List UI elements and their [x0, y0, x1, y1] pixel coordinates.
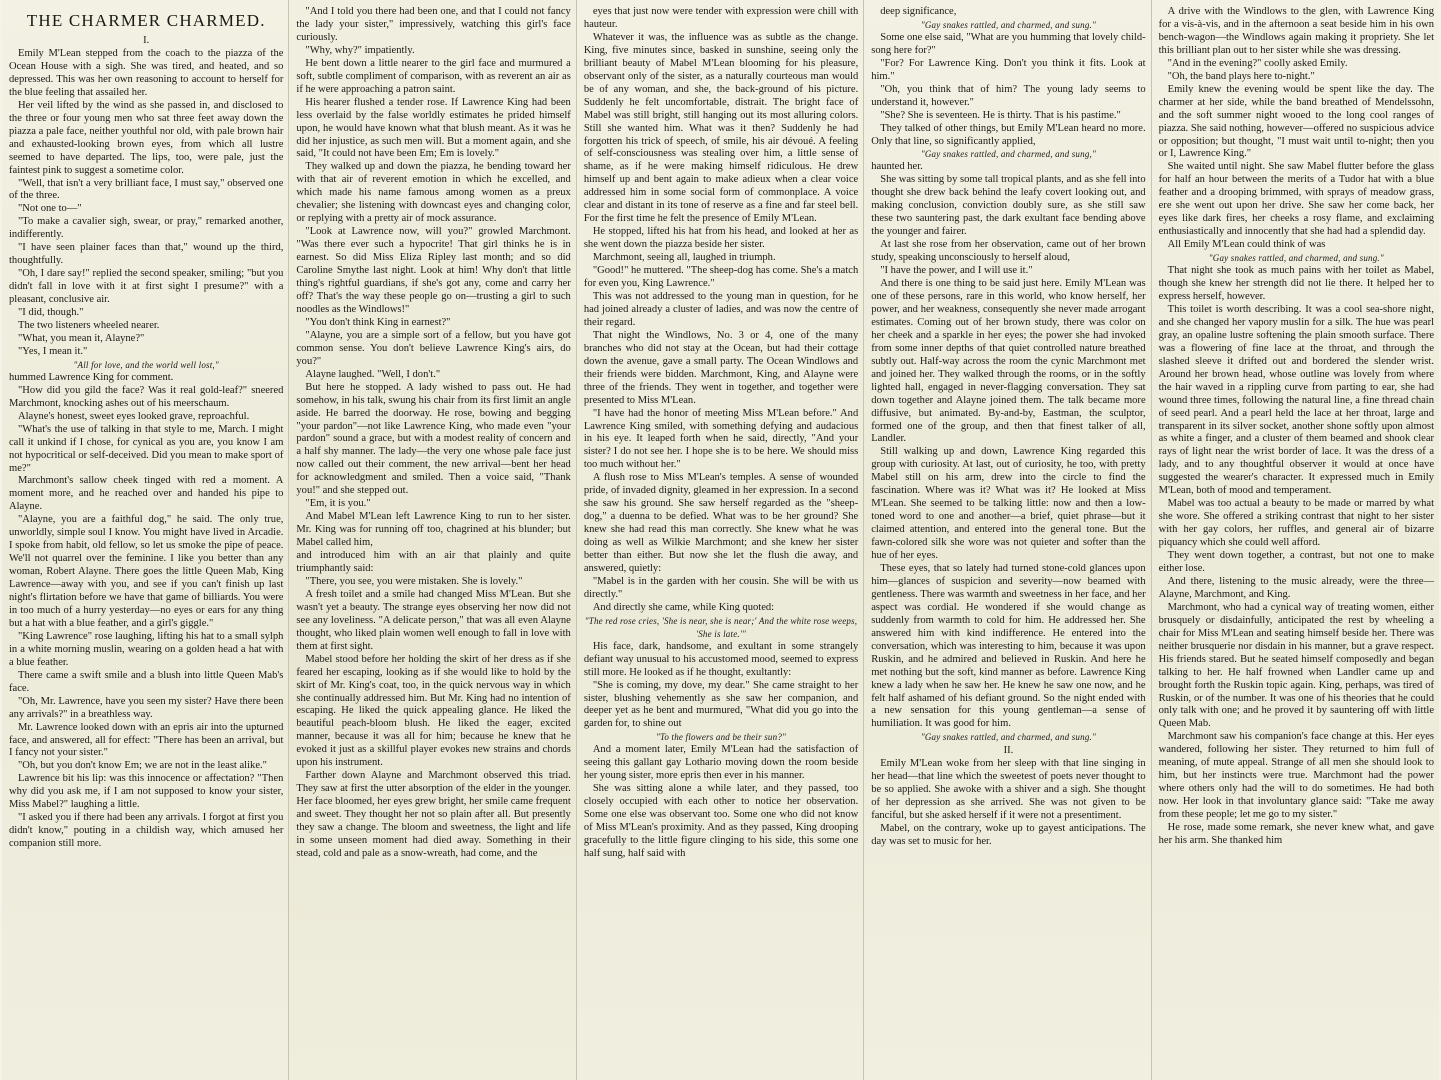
- story-title: THE CHARMER CHARMED.: [26, 11, 266, 30]
- paragraph: "Alayne, you are a faithful dog," he said. The only true, unworldly, simple soul I know. You might have lived in Arcadie. I spoke from habit, old fellow, so let us smoke the pipe of peace. We'll not quarrel over the feminine. I like you better than any woman, Robert Alayne. There goes the little Queen Mab, King Lawrence—away with you, and see if you can't finish up last night's flirtation before we have that game of billiards. You were in too much of a hurry yesterday—no eyes or ears for any thing but a hat with a blue feather, and a girl's giggle.": [9, 514, 284, 629]
- paragraph: And there, listening to the music already, were the three—Alayne, Marchmont, and King.: [1158, 575, 1435, 600]
- verse-line: "The red rose cries, 'She is near, she is near;' And the white rose weeps, 'She is late.'": [584, 615, 858, 639]
- paragraph: Farther down Alayne and Marchmont observed this triad. They saw at first the utter absorption of the elder in the younger. Her face bloomed, her eyes grew bright, her smile came frequent and sweet. They thought her not so plain after all. But presently they saw a change. The bloom and sweetness, the light and life in some unseen moment had died away. Something in their stead, cold and pale as a snow-wreath, had come, and the: [296, 770, 571, 859]
- paragraph: "She is coming, my dove, my dear." She came straight to her sister, blushing vehemently as she saw her companion, and deeper yet as he bent and murmured, "What did you go into the garden for, to shine out: [583, 679, 859, 730]
- paragraph: "And I told you there had been one, and that I could not fancy the lady your sister," impressively, watching this girl's face curiously.: [296, 6, 571, 43]
- paragraph: Still walking up and down, Lawrence King regarded this group with curiosity. At last, out of curiosity, he too, with pretty Mabel still on his arm, drew into the circle to find the fascination. Where was it? What was it? He looked at Miss M'Lean. She seemed to be talking little: now and then a low-toned word to one and another—a brief, quiet phrase—but it claimed attention, and entered into the general tone. But the fawn-colored silk she wore was not quieter and softer than the hue of her eyes.: [871, 446, 1146, 562]
- paragraph: "I asked you if there had been any arrivals. I forgot at first you didn't know," pouting in a childish way, which amused her companion still more.: [9, 812, 284, 850]
- paragraph: Mr. Lawrence looked down with an epris air into the upturned face, and answered, all for effect: "There has been an arrival, but I fancy not your sister.": [9, 721, 284, 759]
- paragraph: He stopped, lifted his hat from his head, and looked at her as she went down the piazza beside her sister.: [583, 226, 859, 251]
- paragraph: "You don't think King in earnest?": [305, 316, 451, 328]
- paragraph: "Look at Lawrence now, will you?" growled Marchmont. "Was there ever such a hypocrite! That girl thinks he is in earnest. So did Miss Eliza Ripley last month; and so did Caroline Smythe last night. Look at him! Why don't that little thing's rightful guardians, if she's got any, come and carry her off? That's the way these people go on—trusting a girl to such noodles as the Windlows!": [296, 226, 571, 315]
- paragraph: His hearer flushed a tender rose. If Lawrence King had been less overlaid by the false worldly estimates he prided himself upon, he would have known what that blush meant. As it was he did her injustice, as such men will. But a moment again, and she said, "It could not have been Em; Em is lovely.": [296, 96, 571, 160]
- paragraph: hummed Lawrence King for comment.: [9, 371, 174, 383]
- paragraph: And directly she came, while King quoted:: [592, 601, 775, 613]
- column-5: [1152, 0, 1439, 1080]
- paragraph: "Alayne, you are a simple sort of a fellow, but you have got common sense. You don't believe Lawrence King's airs, do you?": [296, 329, 571, 367]
- section-heading-2: II.: [1003, 745, 1014, 757]
- column-3-body: [584, 6, 858, 861]
- paragraph: Marchmont, seeing all, laughed in triumph.: [592, 252, 776, 264]
- paragraph: All Emily M'Lean could think of was: [1167, 239, 1326, 251]
- paragraph: Some one else said, "What are you humming that lovely child-song here for?": [871, 31, 1146, 56]
- paragraph: Emily knew the evening would be spent like the day. The charmer at her side, while the band breathed of Mendelssohn, and the soft summer night wooed to the long cool ranges of piazza. She said nothing, however—offered no suspicious advice or opposition; but thought, "I must wait until to-night; then you or I, Lawrence King.": [1158, 83, 1435, 160]
- paragraph: "Oh, but you don't know Em; we are not in the least alike.": [18, 760, 267, 772]
- paragraph: He bent down a little nearer to the girl face and murmured a soft, subtle compliment of comparison, with as reverent an air as if he were approaching a patron saint.: [296, 57, 571, 95]
- paragraph: She was sitting by some tall tropical plants, and as she fell into thought she drew back behind the leafy covert looking out, and making conclusion, conviction doubly sure, as she still saw these two sauntering past, the dark exultant face bending above the younger and fairer.: [871, 174, 1146, 238]
- paragraph: "Mabel is in the garden with her cousin. She will be with us directly.": [583, 575, 859, 600]
- paragraph: deep significance,: [880, 6, 957, 17]
- column-2-body: [296, 6, 570, 861]
- paragraph: This was not addressed to the young man in question, for he had joined already a cluster of ladies, and was now the centre of their regard.: [583, 290, 859, 328]
- paragraph: Alayne's honest, sweet eyes looked grave, reproachful.: [18, 410, 250, 422]
- paragraph: "Em, it is you.": [305, 498, 371, 510]
- paragraph: She waited until night. She saw Mabel flutter before the glass for half an hour between the merits of a Tudor hat with a blue feather and a drooping brimmed, with sprays of meadow grass, ere she went out upon her drive. She saw her come back, her eyes like dark fires, her cheeks a rosy flame, and exclaiming enthusiastically and innocently that she had had a splendid day.: [1158, 161, 1435, 238]
- paragraph: "I have seen plainer faces than that," wound up the third, thoughtfully.: [9, 242, 284, 267]
- paragraph: "What, you mean it, Alayne?": [18, 332, 145, 344]
- paragraph: "Yes, I mean it.": [18, 345, 88, 357]
- paragraph: Emily M'Lean stepped from the coach to the piazza of the Ocean House with a sigh. She was tired, and heated, and so depressed. This was her own reasoning to account to herself for the blue feeling that assailed her.: [9, 48, 284, 98]
- paragraph: That night the Windlows, No. 3 or 4, one of the many branches who did not stay at the Ocean, but had their cottage down the avenue, gave a small party. The Ocean Windlows and their friends were bidden. Marchmont, King, and Alayne were three of the friends. They went in together, and together were presented to Miss M'Lean.: [583, 329, 859, 406]
- paragraph: "Well, that isn't a very brilliant face, I must say," observed one of the three.: [9, 177, 284, 202]
- column-2: [289, 0, 576, 1080]
- section-heading-1: I.: [143, 35, 150, 46]
- paragraph: Emily M'Lean woke from her sleep with that line singing in her head—that line which the sweetest of poets never thought to be so applied. She awoke with a shiver and a sigh. She thought of her depression as she arrived. She was not given to be fanciful, but she asked herself if it were not a presentiment.: [871, 758, 1146, 822]
- column-5-body: [1159, 6, 1434, 848]
- paragraph: Lawrence bit his lip: was this innocence or affectation? "Then why did you ask me, if I am not supposed to know your sister, Miss Mabel?" laughing a little.: [9, 773, 284, 811]
- paragraph: "There, you see, you were mistaken. She is lovely.": [305, 575, 523, 587]
- verse-line: "Gay snakes rattled, and charmed, and sung.": [920, 19, 1096, 30]
- paragraph: There came a swift smile and a blush into little Queen Mab's face.: [9, 669, 284, 694]
- paragraph: A fresh toilet and a smile had changed Miss M'Lean. But she wasn't yet a beauty. The strange eyes observing her now did not see any loveliness. "A delicate person," that was all even Alayne thought, who liked plain women well enough to fall in love with them at first sight.: [296, 588, 571, 652]
- column-3: [577, 0, 864, 1080]
- paragraph: "Oh, you think that of him? The young lady seems to understand it, however.": [871, 83, 1146, 108]
- paragraph: eyes that just now were tender with expression were chill with hauteur.: [583, 6, 859, 30]
- paragraph: They went down together, a contrast, but not one to make either lose.: [1158, 550, 1435, 574]
- paragraph: "I did, though.": [18, 307, 84, 319]
- paragraph: Marchmont, who had a cynical way of treating women, either brusquely or disdainfully, anticipated the rest by wheeling a chair for Miss M'Lean and seating himself beside her. There was neither brusquerie nor disdain in his manner, but a grave respect. His friends stared. But he seated himself composedly and began talking to her. He half frowned when Landler came up and brought forth the Ruskin topic again. King, perhaps, was tired of Ruskin, or of the number. It was one of his theories that he could only talk with one; and he proved it by sauntering off with little Queen Mab.: [1158, 601, 1435, 730]
- paragraph: But here he stopped. A lady wished to pass out. He had somehow, in his talk, swung his chair from its first limit an angle aside. He barred the doorway. He rose, bowing and begging "your pardon"—not like Lawrence King, who made even "your pardon" sound a grace, but with a modest reality of concern and a half shy manner. The lady—the very one whose pale face just now called out their comment, the new arrival—bent her head for acknowledgment and smiled. Then a voice said, "Thank you!" and she stepped out.: [296, 381, 571, 497]
- paragraph: A drive with the Windlows to the glen, with Lawrence King for a vis-à-vis, and in the afternoon a seat beside him in his own bench-wagon—the Windlows again making it propriety. She let this brilliant plan out to her sister while she was dressing.: [1158, 6, 1435, 56]
- paragraph: At last she rose from her observation, came out of her brown study, speaking unconsciously to herself aloud,: [871, 239, 1146, 264]
- paragraph: Marchmont saw his companion's face change at this. Her eyes wandered, following her sister. They returned to him full of meaning, of mute appeal. Strange of all men she should look to him, but her instincts were true. Marchmont had the power where others only had the will to do sometimes. He had both now. Her look in that involuntary glance said: "Take me away from these people; let me go to my sister.": [1158, 731, 1435, 821]
- paragraph: He rose, made some remark, she never knew what, and gave her his arm. She thanked him: [1158, 822, 1435, 846]
- paragraph: They talked of other things, but Emily M'Lean heard no more. Only that line, so significantly applied,: [871, 122, 1146, 147]
- paragraph: "Not one to—": [18, 203, 82, 215]
- paragraph: A flush rose to Miss M'Lean's temples. A sense of wounded pride, of invaded dignity, gleamed in her expression. In a second she saw his ground. She saw herself regarded as the "sheep-dog," a duenna to be defied. What was to be her ground? She knew she had read this man correctly. She knew what he was doing as well as Wilkie Marchmont; and she knew her sister better than either. But now she let the flush die away, and answered, quietly:: [583, 472, 859, 574]
- paragraph: Her veil lifted by the wind as she passed in, and disclosed to the three or four young men who sat three feet away down the piazza a pale face, neither youthful nor old, with pale brown hair and exhausted-looking brown eyes, from which all lustre seemed to have departed. The lips, too, were pale, just the faintest pink to suggest a sometime color.: [9, 99, 284, 176]
- paragraph: Mabel was too actual a beauty to be made or marred by what she wore. She offered a striking contrast that night to her sister with her gay colors, her ruffles, and general air of bizarre piquancy which she could well afford.: [1158, 498, 1435, 549]
- verse-line: "Gay snakes rattled, and charmed, and sung.": [1208, 253, 1384, 264]
- paragraph: "Why, why?" impatiently.: [305, 44, 415, 56]
- paragraph: "I have the power, and I will use it.": [880, 265, 1033, 277]
- paragraph: "King Lawrence" rose laughing, lifting his hat to a small sylph in a white morning muslin, wearing on a golden head a hat with a blue feather.: [9, 630, 284, 668]
- paragraph: Marchmont's sallow cheek tinged with red a moment. A moment more, and he reached over and handed his pipe to Alayne.: [9, 475, 284, 513]
- paragraph: Alayne laughed. "Well, I don't.": [305, 368, 441, 380]
- verse-line: "To the flowers and be their sun?": [655, 732, 787, 743]
- paragraph: This toilet is worth describing. It was a cool sea-shore night, and she changed her vapory muslin for a silk. The hue was pearl gray, an opaline lustre softening the plain smooth surface. There was a flowering of fine lace at the throat, and through the slashed sleeve it drifted out and bordered the slender wrist. Around her brown head, whose outline was lovely from where the hair waved in a rippling curve from parting to ear, she had wound three times, following the natural line, a fine thread chain of seed pearl. And a pearl held the lace at her throat, large and transparent in its silver socket, another shone softly upon almost as white a finger, and a cluster of them beamed and shook clear rays of light near the wrist border of lace. It was the dress of a lady, and to any thoughtful observer it would at once have suggested the wearer's character. It expressed much in Emily M'Lean, both of mood and temperament.: [1158, 303, 1435, 497]
- paragraph: "I have had the honor of meeting Miss M'Lean before." And Lawrence King smiled, with something defying and audacious in his eye. It leaped forth when he said, directly, "And your sister? I do not see her. I hope she is to be here. We should miss too much without her.": [583, 407, 859, 471]
- paragraph: "What's the use of talking in that style to me, March. I might call it unkind if I chose, for cynical as you are, you know I am not hypocritical or self-deceived. Did you mean to make sport of me?": [9, 423, 284, 474]
- paragraph: haunted her.: [871, 161, 923, 173]
- paragraph: "Oh, the band plays here to-night.": [1167, 70, 1315, 82]
- verse-line: "Gay snakes rattled, and charmed, and sung.": [920, 732, 1096, 743]
- paragraph: The two listeners wheeled nearer.: [18, 320, 160, 332]
- column-1: [2, 0, 289, 1080]
- paragraph: and introduced him with an air that plainly and quite triumphantly said:: [296, 550, 571, 574]
- paragraph: And there is one thing to be said just here. Emily M'Lean was one of these persons, rare in this world, who know herself, her power, and her weakness, consequently she never made arrogant estimates. Coming out of her brown study, there was color on her cheek and a sparkle in her eyes; the power she had invoked from some inner depths of that quiet controlled nature breathed subtly out. Half-way across the room the cynic Marchmont met and joined her. They walked through the rooms, or in the softly lighted hall, engaged in never-flagging conversation. They sat down together and Alayne joined them. The talk became more diffusive, but animated. By-and-by, Eastman, the sculptor, formed one of the group, and then that finest talker of all, Landler.: [871, 278, 1146, 445]
- paragraph: "How did you gild the face? Was it real gold-leaf?" sneered Marchmont, knocking ashes out of his meerschaum.: [9, 384, 284, 409]
- column-1-body: [9, 48, 283, 851]
- paragraph: They walked up and down the piazza, he bending toward her with that air of reverent emotion in which he excelled, and which made his name famous among women as a preux chevalier; she listening with downcast eyes and changing color, or replying with a pretty air of mock assurance.: [296, 161, 571, 225]
- column-4: [864, 0, 1151, 1080]
- paragraph: "For? For Lawrence King. Don't you think it fits. Look at him.": [871, 57, 1146, 82]
- paragraph: And a moment later, Emily M'Lean had the satisfaction of seeing this gallant gay Lothario moving down the room beside her young sister, more epris then ever in his manner.: [583, 744, 859, 782]
- paragraph: "Oh, I dare say!" replied the second speaker, smiling; "but you didn't fall in love with it at first sight I presume?" with a pleasant, conclusive air.: [9, 268, 284, 306]
- paragraph: Mabel, on the contrary, woke up to gayest anticipations. The day was set to music for her.: [871, 823, 1146, 848]
- paragraph: "To make a cavalier sigh, swear, or pray," remarked another, indifferently.: [9, 216, 284, 241]
- paragraph: "Good!" he muttered. "The sheep-dog has come. She's a match for even you, King Lawrence.": [583, 265, 859, 290]
- paragraph: "And in the evening?" coolly asked Emily.: [1167, 57, 1348, 69]
- verse-line: "All for love, and the world well lost,": [73, 359, 219, 370]
- paragraph: Mabel stood before her holding the skirt of her dress as if she feared her escaping, looking as if she would like to hold by the skirt of Mr. King's coat, too, in the quick nervous way in which she continually addressed him. But Mr. King had no intention of escaping. He liked the quick appealing glance. He liked the beautiful peach-bloom blush. He liked the eager, excited manner, because it was all for him; because he knew that he evoked it just as a skillful player evokes new strains and chords upon his instrument.: [296, 653, 571, 769]
- paragraph: "She? She is seventeen. He is thirty. That is his pastime.": [880, 109, 1121, 121]
- paragraph: And Mabel M'Lean left Lawrence King to run to her sister. Mr. King was for running off too, chagrined at his blunder; but Mabel called him,: [296, 511, 571, 549]
- verse-line: "Gay snakes rattled, and charmed, and sung,": [920, 149, 1096, 160]
- paragraph: His face, dark, handsome, and exultant in some strangely defiant way unusual to his accustomed mood, seemed to express still more. He looked as if he thought, exultantly:: [583, 640, 859, 678]
- column-4-body: [871, 6, 1145, 849]
- paragraph: "Oh, Mr. Lawrence, have you seen my sister? Have there been any arrivals?" in a breathless way.: [9, 695, 284, 720]
- paragraph: These eyes, that so lately had turned stone-cold glances upon him—glances of suspicion and severity—now beamed with gentleness. There was warmth and sweetness in her face, and her aspect was cordial. He wondered if she would change as suddenly from warmth to cold for him. He addressed her. She answered him with kind indifference. He entered into the conversation, which was interesting to him, because it was upon Ruskin, and he admired and believed in Ruskin. And here he met nothing but the soft, kind manner as before. Lawrence King knew a lady when he saw her. He knew he saw one now, and he felt half ashamed of his defiant ground. So the night ended with a new sensation for this young gentleman—a sense of humiliation. It was good for him.: [871, 562, 1146, 730]
- paragraph: That night she took as much pains with her toilet as Mabel, though she knew her strength did not lie there. It helped her to express herself, however.: [1158, 265, 1435, 302]
- paragraph: Whatever it was, the influence was as subtle as the change. King, five minutes since, basked in sunshine, seeing only the brilliant beauty of Mabel M'Lean blooming for his pleasure, observant only of the sister, as a naturally courteous man would be of any woman, and she, the back-ground of his picture. Suddenly he felt uncomfortable, distrait. The bright face of Mabel was still bright, still hanging out its most alluring colors. Still she wanted him. What was it then? Suddenly he had forgotten his trick of speech, of smile, his air dévoué. A feeling of self-consciousness was stealing over him, a little sense of shame, as if he were making himself ridiculous. He drew himself up and bent again to make adieux when a clear voice addressed him in some social form of commonplace. A voice clear and distant in its tone of reserve as a fine and far steel bell. For the first time he felt the presence of Emily M'Lean.: [583, 31, 859, 225]
- paragraph: She was sitting alone a while later, and they passed, too closely occupied with each other to notice her observation. Some one else was observant too. Some one who did not know of Miss M'Lean's proximity. And as they passed, King drooping gracefully to the little figure clinging to his side, this some one half sung, half said with: [583, 783, 859, 859]
